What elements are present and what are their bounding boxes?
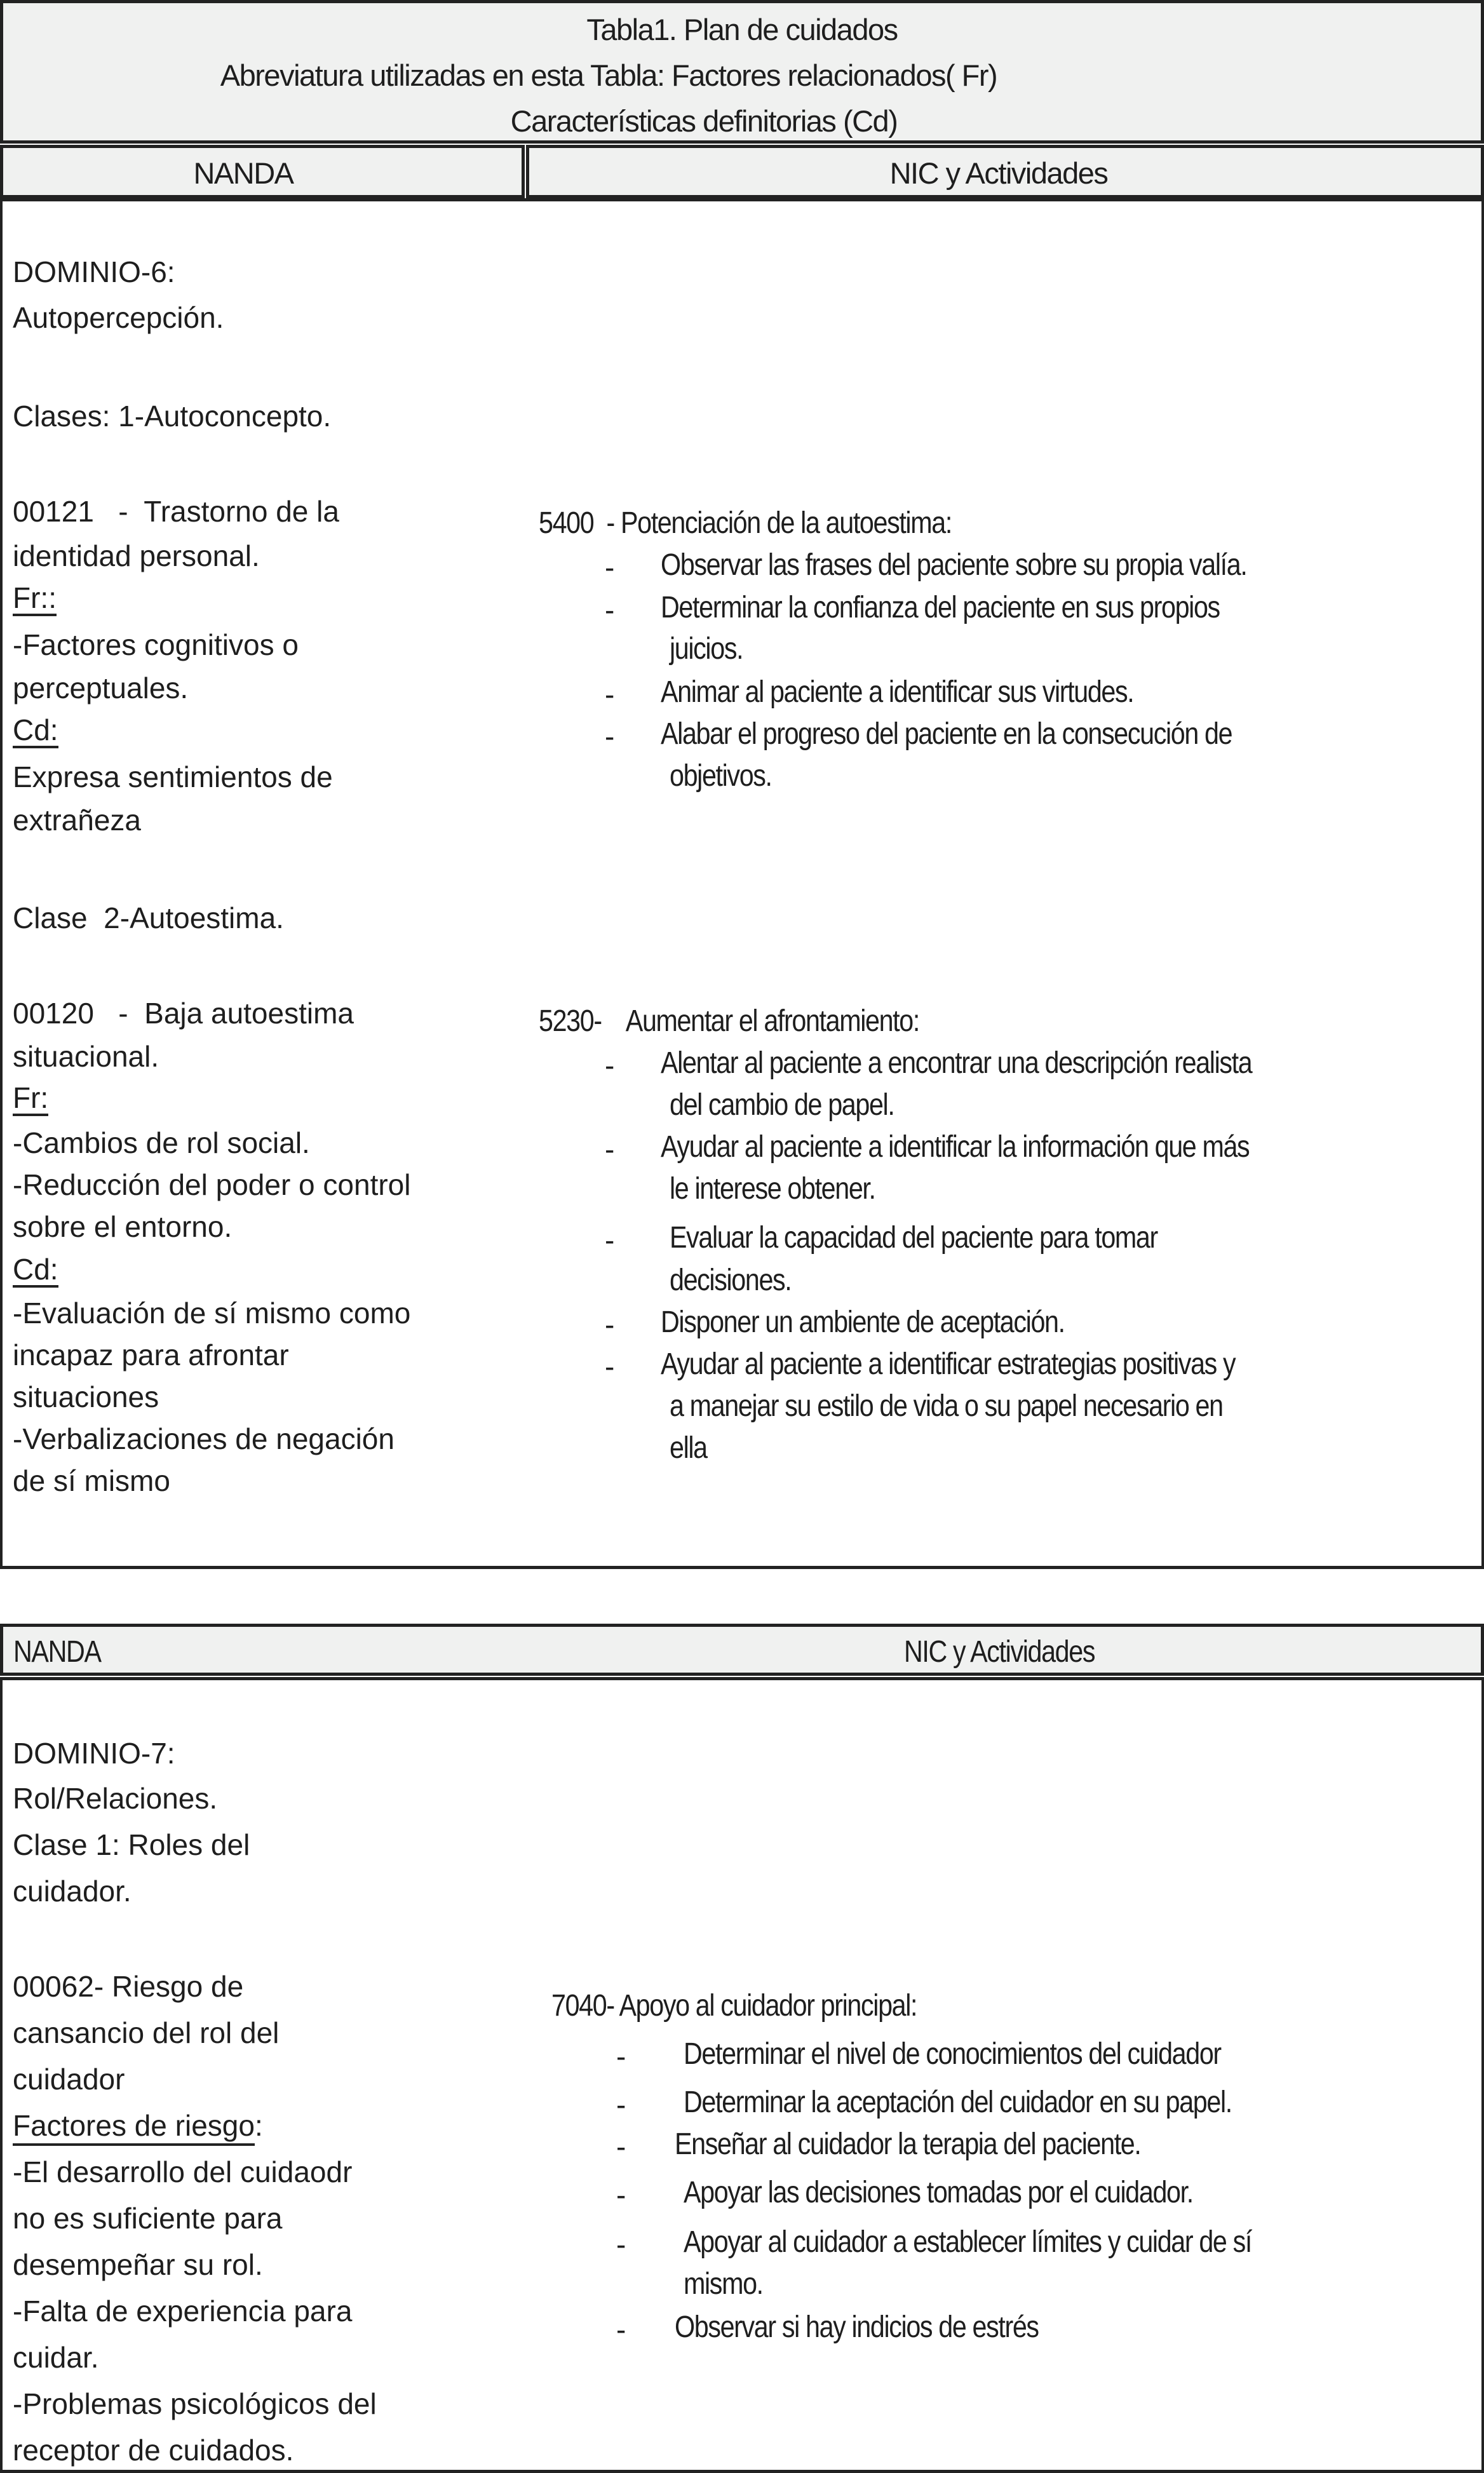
risk-factor-cont: no es suficiente para <box>13 2202 283 2235</box>
related-factors-label: Fr:: <box>13 583 57 616</box>
risk-factor-cont: desempeñar su rol. <box>13 2248 263 2281</box>
table-title-block <box>0 0 1484 144</box>
column-header-nanda: NANDA <box>0 145 525 198</box>
bullet-dash: - <box>605 1308 615 1341</box>
defining-characteristic-cont: extrañeza <box>13 804 142 837</box>
diagnosis-text: situacional. <box>13 1040 159 1073</box>
class-label-cont: cuidador. <box>13 1875 132 1908</box>
column-header-row-2 <box>0 1624 1484 1676</box>
risk-factors-label: Factores de riesgo <box>13 2109 255 2146</box>
nic-activity-cont: mismo. <box>684 2267 763 2301</box>
bullet-dash: - <box>616 2130 626 2163</box>
risk-factors-heading: Factores de riesgo: <box>13 2111 263 2140</box>
defining-characteristics-label: Cd: <box>13 1255 58 1288</box>
diagnosis-code: 00120 - Baja autoestima <box>13 997 354 1030</box>
nic-activity-cont: decisiones. <box>670 1263 792 1297</box>
defining-characteristic: Expresa sentimientos de <box>13 760 333 793</box>
nic-activity: Ayudar al paciente a identificar estrategias positivas y <box>661 1347 1236 1381</box>
nic-activity-cont: a manejar su estilo de vida o su papel necesario en <box>670 1389 1223 1423</box>
related-factor-cont: sobre el entorno. <box>13 1210 233 1243</box>
nic-activity-cont: ella <box>670 1431 707 1465</box>
nic-activity: Determinar la aceptación del cuidador en su papel. <box>684 2086 1232 2119</box>
related-factor: -Factores cognitivos o <box>13 628 299 661</box>
nic-activity: Observar si hay indicios de estrés <box>675 2310 1039 2344</box>
nic-activity: Disponer un ambiente de aceptación. <box>661 1305 1065 1339</box>
column-header-nic: NIC y Actividades <box>526 145 1484 198</box>
defining-characteristic-cont: situaciones <box>13 1380 159 1413</box>
bullet-dash: - <box>605 720 615 753</box>
nic-activity-cont: objetivos. <box>670 759 772 793</box>
bullet-dash: - <box>605 551 615 584</box>
bullet-dash: - <box>605 678 615 711</box>
section2-body <box>0 1677 1484 2473</box>
domain-name: Rol/Relaciones. <box>13 1782 218 1815</box>
abbreviation-note-cd: Características definitorias (Cd) <box>510 104 898 138</box>
bullet-dash: - <box>616 2178 626 2211</box>
bullet-dash: - <box>616 2313 626 2346</box>
bullet-dash: - <box>616 2040 626 2073</box>
domain-label: DOMINIO-7: <box>13 1737 175 1770</box>
related-factor: -Reducción del poder o control <box>13 1168 411 1201</box>
risk-factor: -El desarrollo del cuidaodr <box>13 2155 353 2188</box>
column-header-nic: NIC y Actividades <box>904 1635 1095 1669</box>
abbreviation-note: Abreviatura utilizadas en esta Tabla: Factores relacionados( Fr) <box>220 58 997 92</box>
class-label: Clase 1: Roles del <box>13 1828 250 1861</box>
risk-factor: -Falta de experiencia para <box>13 2294 353 2328</box>
defining-characteristic: -Verbalizaciones de negación <box>13 1422 395 1455</box>
nic-intervention-title: 7040- Apoyo al cuidador principal: <box>551 1989 917 2023</box>
class-label: Clase 2-Autoestima. <box>13 901 284 934</box>
bullet-dash: - <box>605 1133 615 1166</box>
related-factors-label: Fr: <box>13 1083 48 1116</box>
domain-label: DOMINIO-6: <box>13 255 175 288</box>
bullet-dash: - <box>605 1350 615 1383</box>
nic-activity: Apoyar las decisiones tomadas por el cuidador. <box>684 2176 1193 2209</box>
diagnosis-code: 00121 - Trastorno de la <box>13 495 339 528</box>
related-factor: -Cambios de rol social. <box>13 1126 310 1159</box>
nic-activity: Ayudar al paciente a identificar la información que más <box>661 1130 1250 1164</box>
related-factor-cont: perceptuales. <box>13 671 189 704</box>
nic-intervention-title: 5400 - Potenciación de la autoestima: <box>539 506 952 540</box>
risk-factor-cont: cuidar. <box>13 2341 99 2374</box>
defining-characteristic: -Evaluación de sí mismo como <box>13 1297 411 1330</box>
nic-intervention-title: 5230- Aumentar el afrontamiento: <box>539 1004 919 1038</box>
nic-activity: Animar al paciente a identificar sus virtudes. <box>661 675 1134 709</box>
nic-activity: Apoyar al cuidador a establecer límites y cuidar de sí <box>684 2225 1251 2259</box>
bullet-dash: - <box>605 1049 615 1082</box>
nic-activity: Observar las frases del paciente sobre su propia valía. <box>661 548 1247 582</box>
defining-characteristic-cont: incapaz para afrontar <box>13 1338 289 1371</box>
bullet-dash: - <box>616 2088 626 2121</box>
diagnosis-text: cansancio del rol del <box>13 2016 280 2049</box>
nic-activity: Alabar el progreso del paciente en la consecución de <box>661 717 1232 751</box>
nic-activity: Determinar el nivel de conocimientos del cuidador <box>684 2037 1221 2071</box>
nic-activity-cont: del cambio de papel. <box>670 1088 894 1122</box>
bullet-dash: - <box>616 2228 626 2261</box>
bullet-dash: - <box>605 593 615 626</box>
diagnosis-code: 00062- Riesgo de <box>13 1970 244 2003</box>
nic-activity-cont: juicios. <box>670 632 743 666</box>
nic-activity: Enseñar al cuidador la terapia del paciente. <box>675 2127 1141 2161</box>
risk-factor: -Problemas psicológicos del <box>13 2387 377 2420</box>
nic-activity: Alentar al paciente a encontrar una descripción realista <box>661 1046 1252 1080</box>
table-title: Tabla1. Plan de cuidados <box>586 13 898 46</box>
column-header-nanda: NANDA <box>13 1635 101 1669</box>
diagnosis-text: cuidador <box>13 2063 125 2096</box>
risk-factor-cont: receptor de cuidados. <box>13 2434 294 2467</box>
bullet-dash: - <box>605 1223 615 1257</box>
nic-activity-cont: le interese obtener. <box>670 1172 875 1206</box>
class-label: Clases: 1-Autoconcepto. <box>13 400 332 433</box>
defining-characteristic-cont: de sí mismo <box>13 1464 170 1497</box>
domain-name: Autopercepción. <box>13 301 224 334</box>
diagnosis-text: identidad personal. <box>13 539 260 572</box>
defining-characteristics-label: Cd: <box>13 715 58 748</box>
nic-activity: Determinar la confianza del paciente en sus propios <box>661 591 1220 624</box>
nic-activity: Evaluar la capacidad del paciente para tomar <box>670 1221 1157 1255</box>
